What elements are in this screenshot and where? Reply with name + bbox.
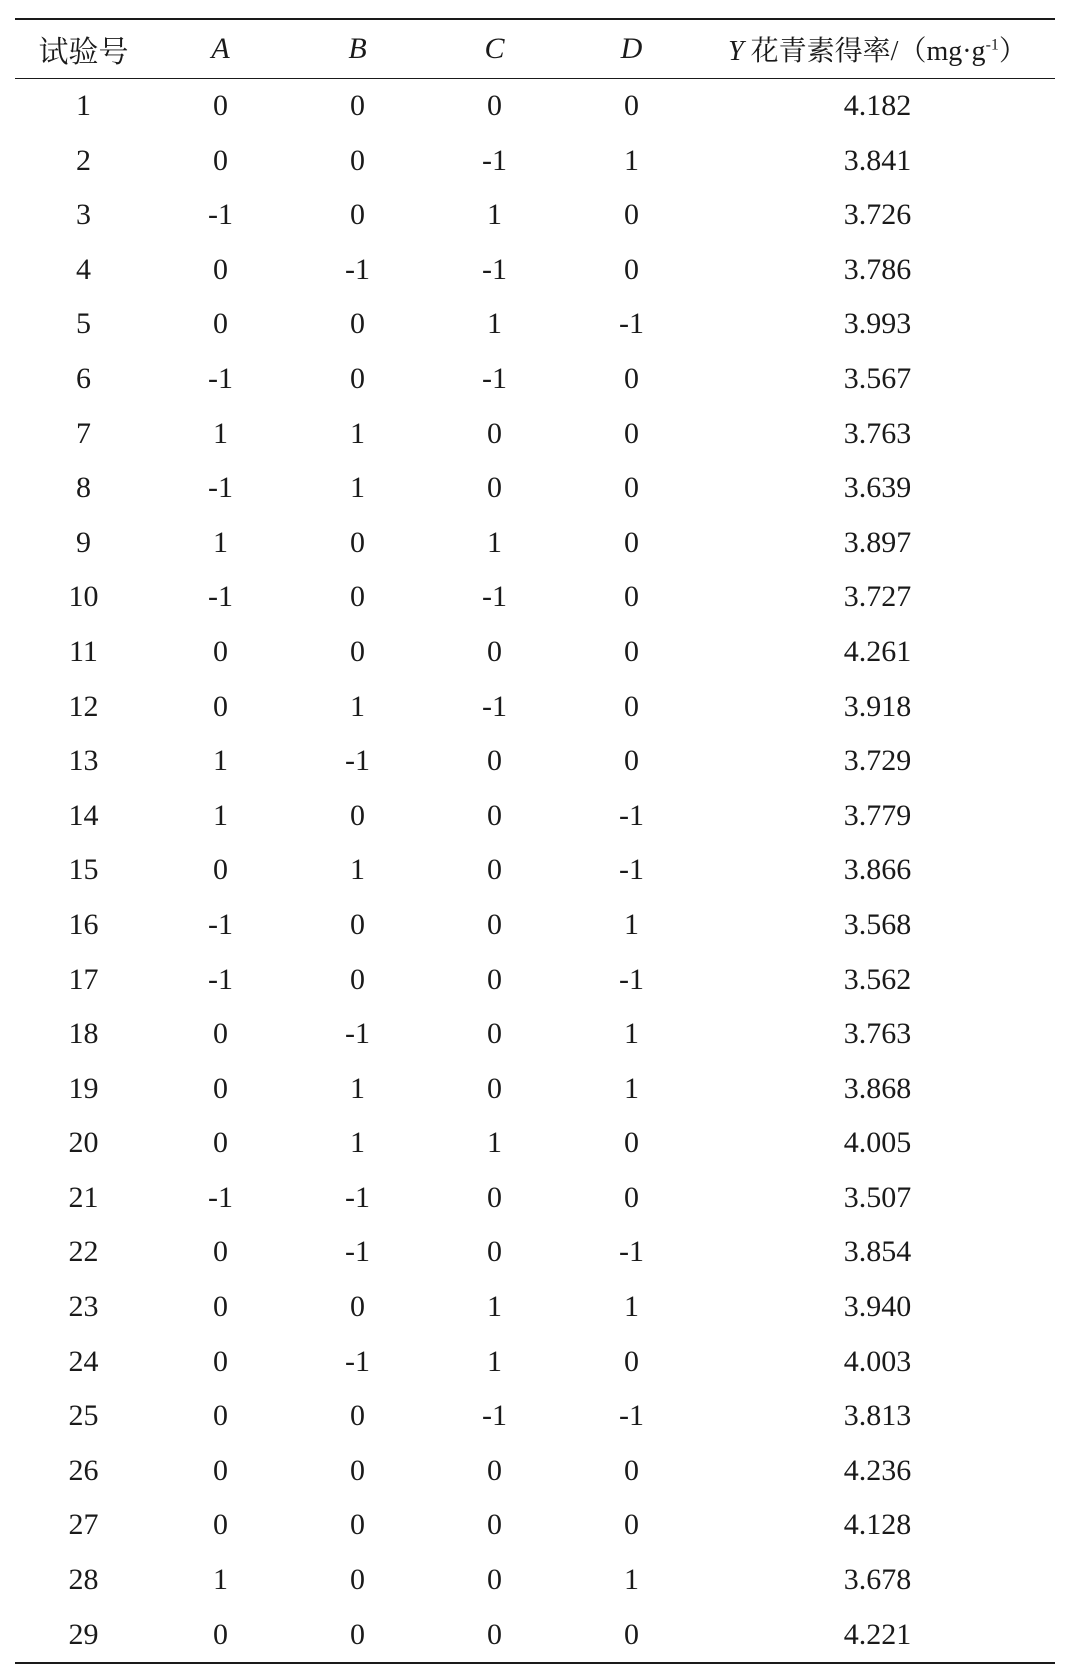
table-row [15,243,1055,298]
factor-a-cell: 0 [213,307,228,341]
trial-no-cell: 17 [68,962,99,996]
factor-c-cell: -1 [482,580,507,614]
trial-no-cell: 13 [68,744,99,778]
factor-b-cell: 1 [350,416,365,450]
table-row [15,680,1055,735]
factor-b-cell: 0 [350,580,365,614]
factor-d-cell: -1 [619,853,644,887]
factor-d-cell: 0 [624,1180,639,1214]
factor-c-cell: 0 [487,907,502,941]
factor-c-cell: 0 [487,1563,502,1597]
factor-a-cell: 0 [213,252,228,286]
factor-d-cell: 0 [624,1508,639,1542]
factor-b-cell: -1 [345,1344,370,1378]
table-header [15,19,1055,79]
factor-b-cell: 1 [350,1126,365,1160]
trial-no-cell: 1 [76,89,91,122]
table-body [15,79,1055,1664]
factor-b-cell: 0 [350,907,365,941]
table-row [15,188,1055,243]
table-row [15,1280,1055,1335]
factor-c-cell: 0 [487,1180,502,1214]
table-row [15,1062,1055,1117]
table-row [15,625,1055,680]
factor-a-cell: 1 [213,1563,228,1597]
factor-a-cell: 0 [213,1071,228,1105]
factor-d-cell: 1 [624,1563,639,1597]
yield-cell: 3.726 [843,198,912,232]
trial-no-cell: 7 [76,416,91,450]
factor-a-cell: -1 [208,907,233,941]
factor-b-cell: 0 [350,1453,365,1487]
table-row [15,953,1055,1008]
factor-c-cell: 0 [487,634,502,668]
factor-b-cell: 1 [350,1071,365,1105]
factor-c-cell: 0 [487,962,502,996]
factor-b-cell: 0 [350,525,365,559]
factor-c-cell: 0 [487,416,502,450]
factor-a-cell: -1 [208,580,233,614]
yield-cell: 4.182 [843,89,912,122]
trial-no-cell: 28 [68,1563,99,1597]
yield-cell: 3.866 [843,853,912,887]
yield-cell: 3.763 [843,1017,912,1051]
yield-cell: 3.841 [843,143,912,177]
trial-no-cell: 16 [68,907,99,941]
factor-b-cell: 0 [350,634,365,668]
factor-c-cell: 0 [487,744,502,778]
factor-c-cell: -1 [482,361,507,395]
factor-c-cell: 0 [487,1071,502,1105]
factor-b-cell: -1 [345,1017,370,1051]
trial-no-cell: 19 [68,1071,99,1105]
trial-no-cell: 21 [68,1180,99,1214]
trial-no-cell: 5 [76,307,91,341]
trial-no-cell: 4 [76,252,91,286]
factor-d-cell: 0 [624,1617,639,1651]
factor-a-cell: 0 [213,853,228,887]
factor-a-cell: -1 [208,962,233,996]
header-factor-d: D [620,32,643,65]
factor-d-cell: 0 [624,580,639,614]
yield-cell: 4.261 [843,634,912,668]
header-y-close: ） [998,36,1027,67]
table-row [15,789,1055,844]
table-row [15,734,1055,789]
yield-cell: 3.639 [843,471,912,505]
factor-a-cell: -1 [208,198,233,232]
header-y-label: 花青素得率/（mg·g [743,36,986,67]
factor-c-cell: 0 [487,1508,502,1542]
table-row [15,79,1055,134]
factor-b-cell: 1 [350,471,365,505]
trial-no-cell: 29 [68,1617,99,1651]
factor-c-cell: -1 [482,143,507,177]
factor-d-cell: 0 [624,198,639,232]
header-trial-no: 试验号 [38,36,129,69]
factor-c-cell: -1 [482,689,507,723]
factor-a-cell: -1 [208,1180,233,1214]
factor-c-cell: 1 [487,525,502,559]
factor-b-cell: 0 [350,1399,365,1433]
factor-a-cell: 0 [213,1017,228,1051]
factor-d-cell: 0 [624,689,639,723]
factor-c-cell: -1 [482,252,507,286]
factor-b-cell: 0 [350,962,365,996]
trial-no-cell: 11 [69,634,98,668]
trial-no-cell: 8 [76,471,91,505]
factor-a-cell: 0 [213,1453,228,1487]
header-y-variable: Y [728,36,744,67]
factor-c-cell: 0 [487,1017,502,1051]
factor-d-cell: 1 [624,1290,639,1324]
factor-c-cell: 0 [487,1235,502,1269]
factor-c-cell: 1 [487,307,502,341]
factor-a-cell: 0 [213,143,228,177]
factor-a-cell: 0 [213,89,228,122]
table-row [15,1007,1055,1062]
table-row [15,516,1055,571]
yield-cell: 3.993 [843,307,912,341]
factor-d-cell: -1 [619,1235,644,1269]
trial-no-cell: 2 [76,143,91,177]
trial-no-cell: 22 [68,1235,99,1269]
factor-b-cell: 0 [350,1563,365,1597]
factor-a-cell: 1 [213,744,228,778]
factor-d-cell: 0 [624,1126,639,1160]
factor-b-cell: 0 [350,361,365,395]
factor-a-cell: -1 [208,471,233,505]
factor-c-cell: 1 [487,1290,502,1324]
factor-d-cell: -1 [619,1399,644,1433]
factor-d-cell: 0 [624,525,639,559]
factor-b-cell: -1 [345,252,370,286]
yield-cell: 3.786 [843,252,912,286]
factor-d-cell: 1 [624,143,639,177]
table-row [15,297,1055,352]
factor-d-cell: 0 [624,252,639,286]
factor-c-cell: 1 [487,198,502,232]
factor-c-cell: -1 [482,1399,507,1433]
factor-d-cell: 1 [624,907,639,941]
yield-cell: 4.221 [843,1617,912,1651]
yield-cell: 3.897 [843,525,912,559]
factor-d-cell: 0 [624,471,639,505]
factor-b-cell: 0 [350,1508,365,1542]
table-row [15,570,1055,625]
trial-no-cell: 15 [68,853,99,887]
table-row [15,1116,1055,1171]
factor-c-cell: 1 [487,1344,502,1378]
table-row [15,1444,1055,1499]
yield-cell: 4.128 [843,1508,912,1542]
yield-cell: 4.236 [843,1453,912,1487]
yield-cell: 3.763 [843,416,912,450]
yield-cell: 3.813 [843,1399,912,1433]
factor-a-cell: 0 [213,1617,228,1651]
yield-cell: 3.854 [843,1235,912,1269]
table-row [15,898,1055,953]
factor-c-cell: 1 [487,1126,502,1160]
factor-b-cell: -1 [345,1180,370,1214]
trial-no-cell: 6 [76,361,91,395]
trial-no-cell: 12 [68,689,99,723]
factor-c-cell: 0 [487,1453,502,1487]
table-row [15,461,1055,516]
table-row [15,1389,1055,1444]
trial-no-cell: 14 [68,798,99,832]
factor-c-cell: 0 [487,471,502,505]
factor-b-cell: -1 [345,744,370,778]
factor-a-cell: 0 [213,1508,228,1542]
factor-a-cell: 1 [213,416,228,450]
factor-a-cell: 1 [213,798,228,832]
yield-cell: 3.562 [843,962,912,996]
factor-b-cell: 0 [350,307,365,341]
factor-b-cell: -1 [345,1235,370,1269]
trial-no-cell: 18 [68,1017,99,1051]
yield-cell: 4.003 [843,1344,912,1378]
trial-no-cell: 25 [68,1399,99,1433]
factor-a-cell: 0 [213,1344,228,1378]
yield-cell: 4.005 [843,1126,912,1160]
yield-cell: 3.568 [843,907,912,941]
header-anthocyanin-yield [700,19,1055,79]
table-row [15,1553,1055,1608]
header-row [15,19,1055,79]
factor-d-cell: 0 [624,416,639,450]
trial-no-cell: 10 [68,580,99,614]
yield-cell: 3.779 [843,798,912,832]
trial-no-cell: 26 [68,1453,99,1487]
factor-d-cell: 1 [624,1071,639,1105]
trial-no-cell: 20 [68,1126,99,1160]
yield-cell: 3.678 [843,1563,912,1597]
factor-a-cell: -1 [208,361,233,395]
table-row [15,134,1055,189]
factor-b-cell: 0 [350,798,365,832]
yield-cell: 3.729 [843,744,912,778]
factor-d-cell: -1 [619,962,644,996]
table-row [15,1335,1055,1390]
yield-cell: 3.727 [843,580,912,614]
table-row [15,407,1055,462]
factor-b-cell: 0 [350,89,365,122]
factor-d-cell: 0 [624,744,639,778]
factor-d-cell: 0 [624,1453,639,1487]
factor-b-cell: 0 [350,1617,365,1651]
factor-d-cell: 0 [624,1344,639,1378]
factor-c-cell: 0 [487,89,502,122]
factor-b-cell: 1 [350,689,365,723]
trial-no-cell: 27 [68,1508,99,1542]
factor-a-cell: 0 [213,1399,228,1433]
yield-cell: 3.940 [843,1290,912,1324]
trial-no-cell: 3 [76,198,91,232]
factor-d-cell: 0 [624,89,639,122]
table-row [15,1225,1055,1280]
table-row [15,1498,1055,1553]
table-row [15,352,1055,407]
table-row [15,1171,1055,1226]
header-factor-a: A [211,32,230,65]
factor-a-cell: 0 [213,634,228,668]
factor-b-cell: 0 [350,143,365,177]
factor-c-cell: 0 [487,853,502,887]
factor-c-cell: 0 [487,798,502,832]
header-factor-b: B [348,32,367,65]
table-row [15,1608,1055,1664]
factor-a-cell: 0 [213,1290,228,1324]
trial-no-cell: 9 [76,525,91,559]
data-table-container [15,18,1055,1664]
factor-d-cell: -1 [619,307,644,341]
factor-b-cell: 1 [350,853,365,887]
factor-d-cell: 0 [624,634,639,668]
yield-cell: 3.868 [843,1071,912,1105]
factor-c-cell: 0 [487,1617,502,1651]
yield-cell: 3.567 [843,361,912,395]
factor-d-cell: -1 [619,798,644,832]
factor-d-cell: 0 [624,361,639,395]
factor-a-cell: 0 [213,1126,228,1160]
factor-a-cell: 0 [213,689,228,723]
experiment-results-table [15,18,1055,1664]
yield-cell: 3.918 [843,689,912,723]
table-row [15,843,1055,898]
factor-a-cell: 1 [213,525,228,559]
trial-no-cell: 24 [68,1344,99,1378]
yield-cell: 3.507 [843,1180,912,1214]
factor-a-cell: 0 [213,1235,228,1269]
factor-b-cell: 0 [350,198,365,232]
trial-no-cell: 23 [68,1290,99,1324]
header-y-exponent: -1 [985,36,999,54]
header-factor-c: C [484,32,505,65]
factor-b-cell: 0 [350,1290,365,1324]
factor-d-cell: 1 [624,1017,639,1051]
